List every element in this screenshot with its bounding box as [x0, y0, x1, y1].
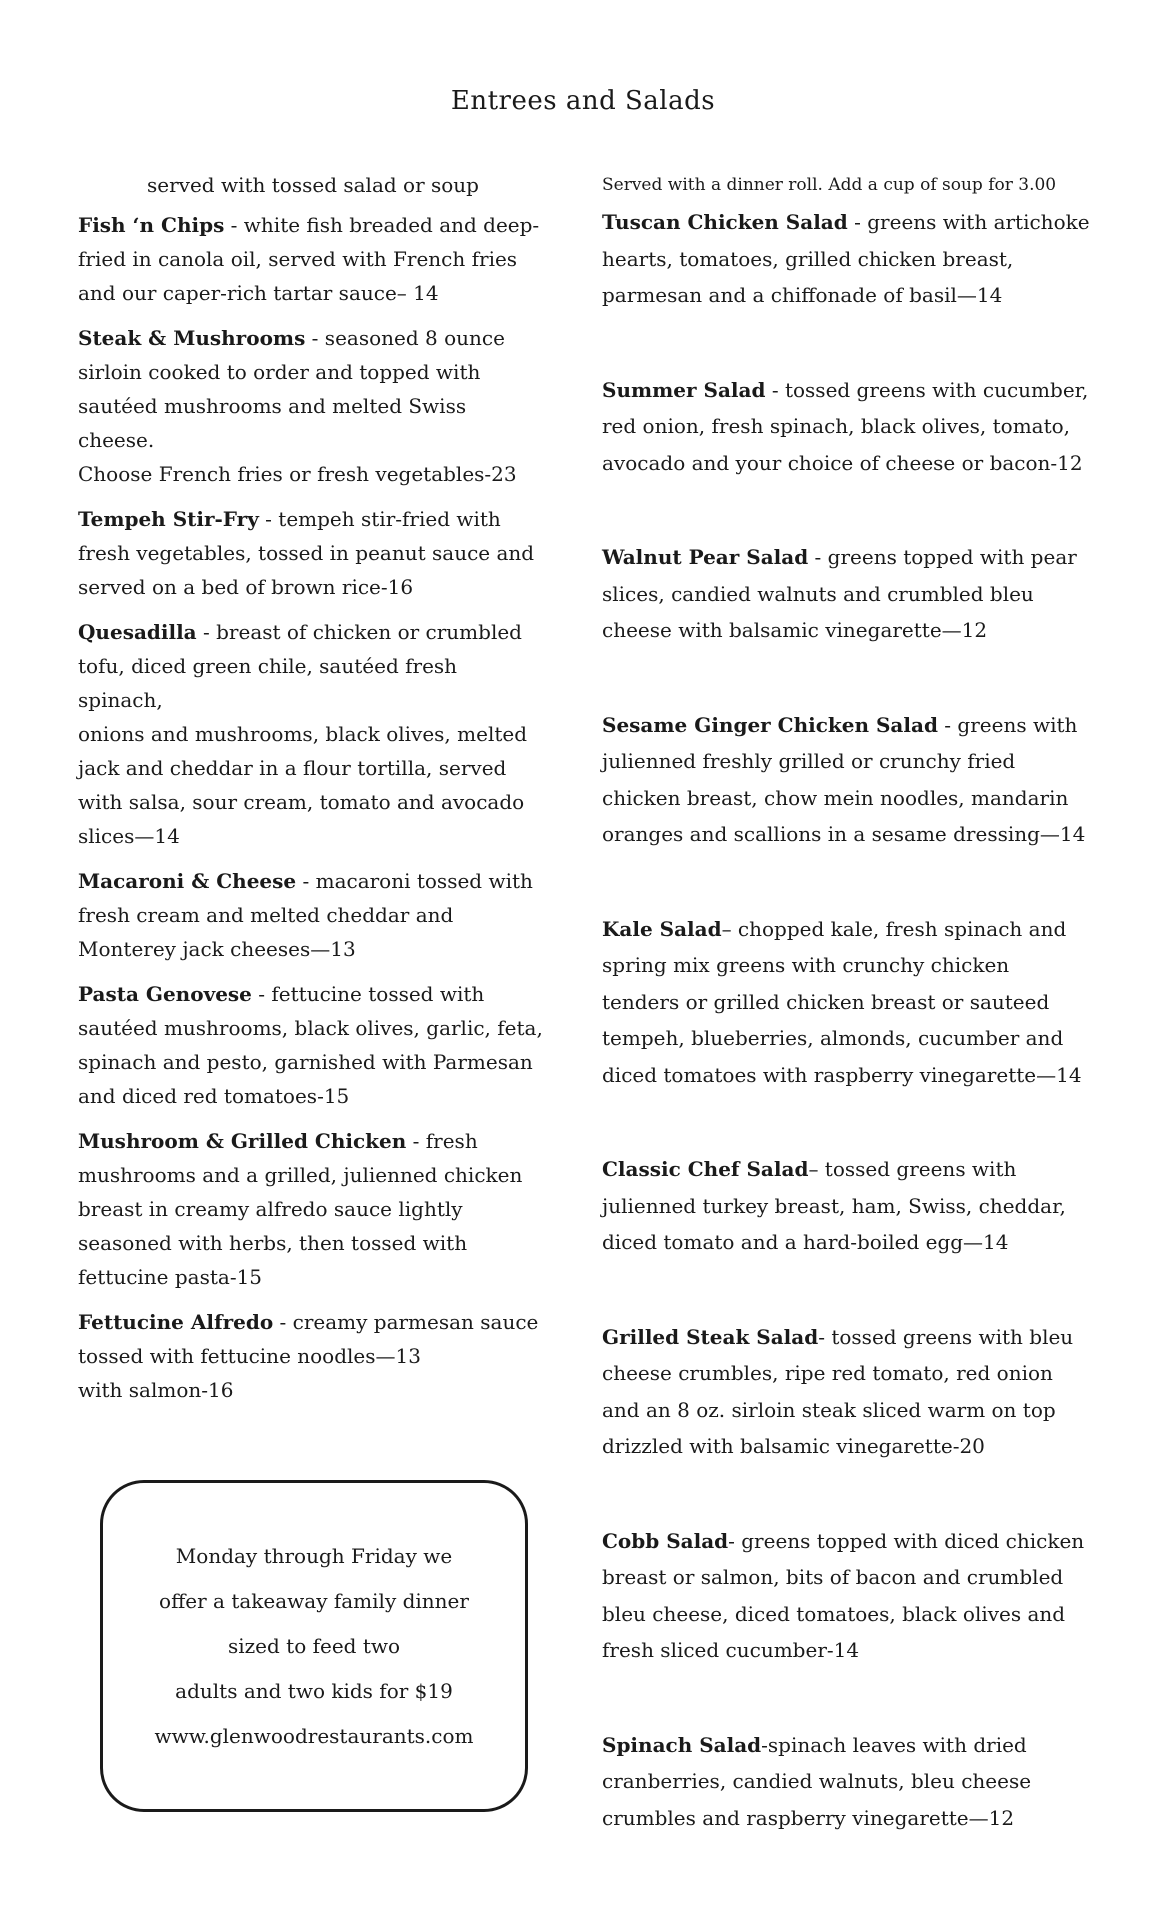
promo-line: offer a takeaway family dinner [159, 1588, 469, 1613]
item-description: - greens with artichoke [847, 210, 1090, 234]
item-line: tofu, diced green chile, sautéed fresh spinach, [78, 654, 458, 712]
item-name: Spinach Salad [602, 1732, 762, 1757]
item-description: - greens topped with diced chicken [728, 1528, 1085, 1553]
item-line: with salsa, sour cream, tomato and avocado [78, 790, 525, 814]
item-line [78, 864, 548, 898]
item-line: fresh vegetables, tossed in peanut sauce and [78, 541, 535, 565]
item-line [602, 911, 1102, 948]
entree-item [78, 1124, 548, 1294]
item-line: tempeh, blueberries, almonds, cucumber and [602, 1026, 1064, 1050]
salad-item [602, 707, 1102, 853]
item-line: and our caper-rich tartar sauce– 14 [78, 281, 439, 305]
item-line: cheese with balsamic vinegarette—12 [602, 618, 988, 642]
item-line [78, 1124, 548, 1158]
item-line [78, 321, 548, 355]
item-description: - fresh [406, 1129, 478, 1153]
entrees-subtitle: served with tossed salad or soup [147, 173, 479, 197]
item-line [78, 502, 548, 536]
item-line: chicken breast, chow mein noodles, mandarin [602, 785, 1069, 810]
item-line: fettucine pasta-15 [78, 1265, 263, 1289]
item-description: - macaroni tossed with [296, 869, 533, 893]
item-line: mushrooms and a grilled, julienned chicken [78, 1163, 523, 1187]
item-line: sautéed mushrooms and melted Swiss cheese. [78, 394, 467, 452]
item-line: and diced red tomatoes-15 [78, 1084, 350, 1108]
item-name: Fettucine Alfredo [78, 1310, 274, 1334]
family-dinner-promo-box [100, 1480, 528, 1812]
item-line: hearts, tomatoes, grilled chicken breast, [602, 246, 1014, 271]
item-description: - white fish breaded and deep- [224, 213, 540, 237]
entrees-list [78, 208, 548, 1407]
item-name: Pasta Genovese [78, 982, 252, 1006]
item-name: Cobb Salad [602, 1528, 729, 1553]
item-line: diced tomato and a hard-boiled egg—14 [602, 1230, 1009, 1254]
entree-item [78, 502, 548, 604]
item-name: Grilled Steak Salad [602, 1324, 819, 1349]
item-line [78, 615, 548, 649]
item-line [602, 1727, 1102, 1764]
promo-website: www.glenwoodrestaurants.com [154, 1723, 474, 1748]
salad-item [602, 204, 1102, 314]
item-line: diced tomatoes with raspberry vinegarette—14 [602, 1062, 1082, 1087]
item-line: red onion, fresh spinach, black olives, tomato, [602, 414, 1071, 438]
item-line [602, 707, 1102, 744]
item-line: spinach and pesto, garnished with Parmesan [78, 1050, 533, 1074]
item-description: - breast of chicken or crumbled [196, 620, 522, 644]
item-line: avocado and your choice of cheese or bacon-12 [602, 450, 1083, 475]
item-line: jack and cheddar in a flour tortilla, served [78, 756, 507, 780]
item-line: fresh cream and melted cheddar and [78, 903, 454, 927]
item-line: seasoned with herbs, then tossed with [78, 1231, 468, 1255]
item-line: breast in creamy alfredo sauce lightly [78, 1197, 463, 1221]
item-line: fried in canola oil, served with French fries [78, 247, 518, 271]
item-line: Choose French fries or fresh vegetables-23 [78, 462, 517, 486]
salads-subtitle: Served with a dinner roll. Add a cup of soup for 3.00 [602, 175, 1057, 195]
entree-item [78, 615, 548, 853]
item-name: Fish ‘n Chips [78, 213, 225, 237]
item-line: sautéed mushrooms, black olives, garlic, feta, [78, 1016, 543, 1040]
item-line: and an 8 oz. sirloin steak sliced warm on top [602, 1397, 1056, 1422]
item-line: slices, candied walnuts and crumbled bleu [602, 581, 1034, 606]
item-line: served on a bed of brown rice-16 [78, 575, 414, 599]
item-line [78, 208, 548, 242]
item-line [602, 1523, 1102, 1560]
item-line: crumbles and raspberry vinegarette—12 [602, 1805, 1015, 1830]
item-description: - greens with [937, 712, 1078, 737]
item-line [78, 1305, 548, 1339]
item-name: Kale Salad [602, 916, 722, 941]
item-name: Quesadilla [78, 620, 197, 644]
item-line [78, 977, 548, 1011]
item-line [602, 372, 1102, 409]
item-description: - greens topped with pear [808, 545, 1077, 569]
entree-item [78, 321, 548, 491]
salad-item [602, 1727, 1102, 1837]
item-line [602, 1151, 1102, 1188]
entree-item [78, 208, 548, 310]
item-line: slices—14 [78, 824, 180, 848]
item-line: parmesan and a chiffonade of basil—14 [602, 283, 1003, 307]
item-description: -spinach leaves with dried [761, 1732, 1027, 1757]
item-line: onions and mushrooms, black olives, melted [78, 722, 528, 746]
item-description: - seasoned 8 ounce [305, 326, 505, 350]
item-line [602, 539, 1102, 576]
entrees-column [78, 168, 548, 1418]
page-title: Entrees and Salads [450, 86, 716, 116]
item-line: Monterey jack cheeses—13 [78, 937, 356, 961]
item-name: Tempeh Stir-Fry [78, 507, 259, 531]
item-line: tossed with fettucine noodles—13 [78, 1344, 421, 1368]
salads-list [602, 204, 1102, 1836]
item-name: Classic Chef Salad [602, 1157, 809, 1181]
item-line: sirloin cooked to order and topped with [78, 360, 481, 384]
item-line: spring mix greens with crunchy chicken [602, 953, 1010, 977]
item-name: Walnut Pear Salad [602, 545, 809, 569]
item-line: breast or salmon, bits of bacon and crumbled [602, 1565, 1064, 1589]
item-line [602, 204, 1102, 241]
item-description: - tempeh stir-fried with [258, 507, 501, 531]
item-description: - tossed greens with cucumber, [765, 377, 1089, 402]
item-line: julienned freshly grilled or crunchy fried [602, 749, 1016, 773]
item-line: bleu cheese, diced tomatoes, black olives and [602, 1601, 1066, 1626]
item-description: - tossed greens with bleu [818, 1324, 1074, 1349]
item-name: Steak & Mushrooms [78, 326, 306, 350]
item-line: drizzled with balsamic vinegarette-20 [602, 1434, 985, 1458]
salad-item [602, 1523, 1102, 1669]
item-description: – chopped kale, fresh spinach and [721, 916, 1067, 941]
item-name: Summer Salad [602, 377, 766, 402]
item-line: julienned turkey breast, ham, Swiss, cheddar, [602, 1193, 1066, 1218]
promo-line: sized to feed two [227, 1633, 401, 1658]
item-description: – tossed greens with [808, 1157, 1017, 1181]
item-name: Mushroom & Grilled Chicken [78, 1129, 407, 1153]
promo-line: Monday through Friday we [175, 1543, 453, 1568]
salad-item [602, 1151, 1102, 1261]
item-name: Tuscan Chicken Salad [602, 210, 848, 234]
item-description: - fettucine tossed with [251, 982, 485, 1006]
item-line: tenders or grilled chicken breast or sauteed [602, 989, 1050, 1014]
entree-item [78, 1305, 548, 1407]
salad-item [602, 1319, 1102, 1465]
item-line: oranges and scallions in a sesame dressing—14 [602, 822, 1086, 846]
promo-line: adults and two kids for $19 [175, 1678, 453, 1703]
item-line: cheese crumbles, ripe red tomato, red onion [602, 1361, 1053, 1385]
salad-item [602, 911, 1102, 1094]
salad-item [602, 539, 1102, 649]
item-name: Macaroni & Cheese [78, 869, 297, 893]
item-description: - creamy parmesan sauce [273, 1310, 539, 1334]
entree-item [78, 977, 548, 1113]
salad-item [602, 372, 1102, 482]
item-line: fresh sliced cucumber-14 [602, 1638, 860, 1662]
item-line: with salmon-16 [78, 1378, 234, 1402]
item-line: cranberries, candied walnuts, bleu cheese [602, 1769, 1032, 1793]
entree-item [78, 864, 548, 966]
item-line [602, 1319, 1102, 1356]
salads-column [602, 168, 1102, 1836]
item-name: Sesame Ginger Chicken Salad [602, 712, 938, 737]
